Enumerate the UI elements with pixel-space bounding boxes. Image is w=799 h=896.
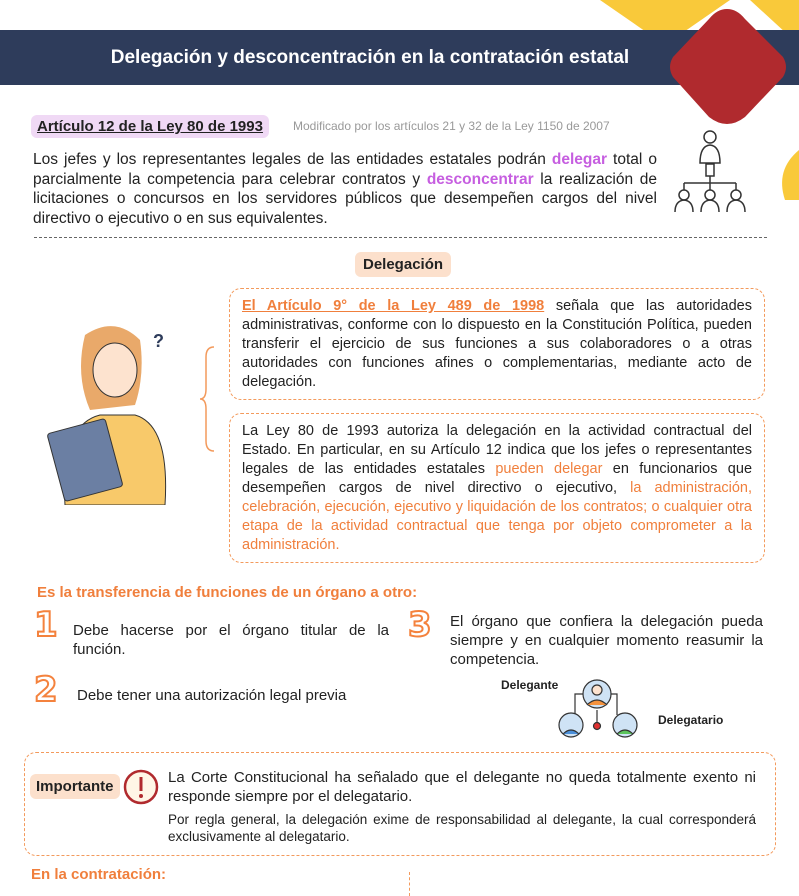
important-text-1: La Corte Constitucional ha señalado que el delegante no queda totalmente exento ni responde siempre por el delegatario.	[168, 769, 756, 805]
important-text-2: Por regla general, la delegación exime de responsabilidad al delegante, la cual corresponderá exclusivamente al delegatario.	[168, 812, 756, 844]
contratacion-heading: En la contratación:	[31, 866, 167, 883]
ley-80-box: La Ley 80 de 1993 autoriza la delegación en la actividad contractual del Estado. En particular, en su Artículo 12 indica que los jefes o representantes legales de las entidades estatales pueden delegar en funcionarios que desempeñen cargos de nivel directivo o ejecutivo, la administración, celebración, ejecución, ejecutivo y liquidación de los contratos; o cualquier otra etapa de la actividad contractual que tenga por objeto comprometer a la administración.	[229, 413, 765, 563]
transfer-item-1: Debe hacerse por el órgano titular de la función.	[73, 622, 389, 658]
delegante-label: Delegante	[501, 678, 559, 692]
brace-icon	[198, 345, 218, 453]
woman-thinking-illustration	[45, 315, 195, 505]
delegacion-label: Delegación	[355, 252, 451, 277]
page-title: Delegación y desconcentración en la contratación estatal	[110, 47, 630, 68]
delegatario-label: Delegatario	[658, 713, 724, 727]
transfer-item-2: Debe tener una autorización legal previa	[77, 687, 347, 704]
column-divider	[409, 872, 410, 896]
article-label: Artículo 12 de la Ley 80 de 1993	[31, 115, 269, 138]
svg-text:?: ?	[153, 331, 164, 351]
important-label: Importante	[30, 774, 120, 799]
article-paragraph: Los jefes y los representantes legales de las entidades estatales podrán delegar total o parcialmente la competencia para celebrar contratos y desconcentrar la realización de licitaciones o concursos en los servidores públicos que desempeñen cargos del nivel directivo o ejecutivo o en sus equivalentes.	[33, 151, 658, 227]
number-1-icon: 1	[34, 605, 58, 645]
article-9-box: El Artículo 9° de la Ley 489 de 1998 señala que las autoridades administrativas, conforme con lo dispuesto en la Constitución Política, pueden transferir el ejercicio de sus funciones a sus colaboradores o a otras autoridades con funciones afines o complementarias, mediante acto de delegación.	[229, 288, 765, 400]
delegation-diagram-icon	[555, 670, 645, 742]
red-diamond-decoration	[665, 5, 790, 130]
org-chart-icon	[670, 128, 755, 213]
transfer-heading: Es la transferencia de funciones de un órgano a otro:	[37, 584, 418, 601]
ley-489-link[interactable]: El Artículo 9° de la Ley 489 de 1998	[242, 298, 545, 314]
number-3-icon: 3	[408, 605, 432, 645]
article-note: Modificado por los artículos 21 y 32 de la Ley 1150 de 2007	[293, 119, 610, 133]
transfer-item-3: El órgano que confiera la delegación pueda siempre y en cualquier momento reasumir la competencia.	[450, 613, 763, 668]
number-2-icon: 2	[34, 670, 58, 710]
divider	[34, 237, 767, 238]
warning-icon	[122, 768, 160, 806]
